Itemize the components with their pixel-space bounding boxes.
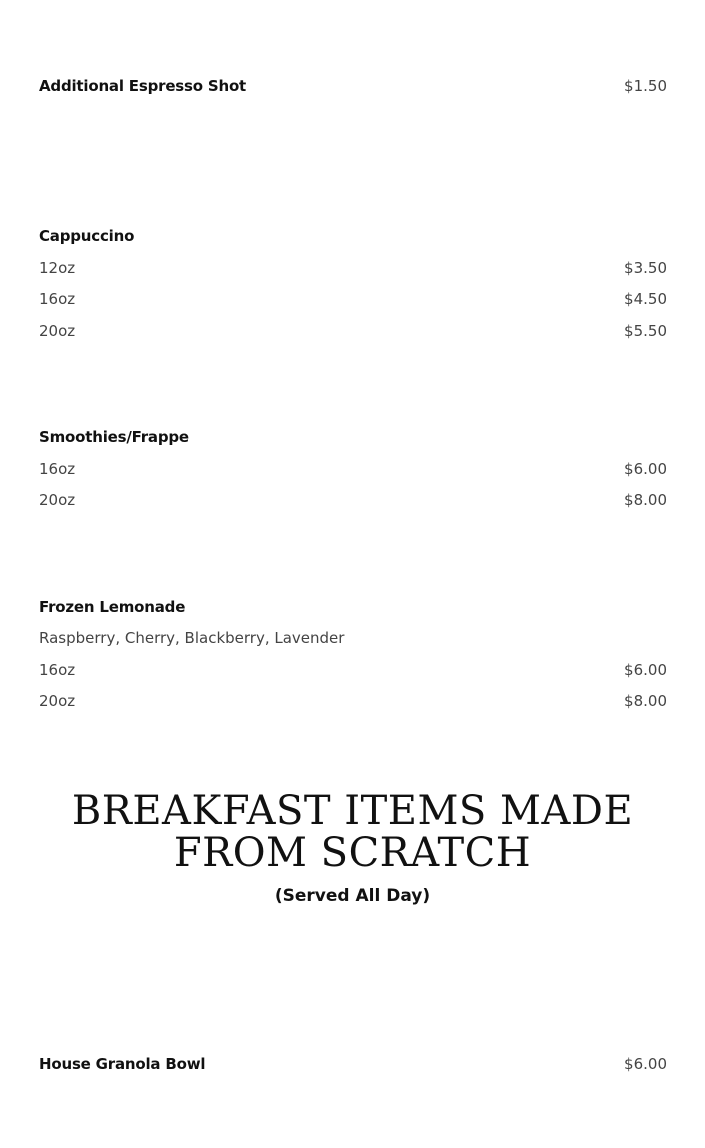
size-row bbox=[39, 459, 667, 479]
item-name: Additional Espresso Shot bbox=[39, 77, 247, 95]
item-description bbox=[39, 628, 667, 648]
menu-item-frozen-lemonade bbox=[39, 597, 667, 617]
size-label: 12oz bbox=[39, 259, 76, 277]
section-heading: BREAKFAST ITEMS MADE FROM SCRATCH bbox=[71, 788, 634, 876]
size-price: $3.50 bbox=[624, 259, 667, 277]
menu-item-smoothies bbox=[39, 427, 667, 447]
item-name: Cappuccino bbox=[39, 227, 135, 245]
size-price: $4.50 bbox=[624, 290, 667, 308]
size-price: $8.00 bbox=[624, 692, 667, 710]
item-name: Frozen Lemonade bbox=[39, 598, 186, 616]
menu-item-granola-bowl bbox=[39, 1054, 667, 1074]
size-row bbox=[39, 258, 667, 278]
size-price: $6.00 bbox=[624, 661, 667, 679]
item-name: Smoothies/Frappe bbox=[39, 428, 189, 446]
item-name: House Granola Bowl bbox=[39, 1055, 206, 1073]
item-price: $6.00 bbox=[624, 1055, 667, 1073]
size-row bbox=[39, 691, 667, 711]
menu-item-cappuccino bbox=[39, 226, 667, 246]
size-label: 16oz bbox=[39, 290, 76, 308]
size-label: 16oz bbox=[39, 661, 76, 679]
section-subheading: (Served All Day) bbox=[274, 886, 431, 906]
size-price: $5.50 bbox=[624, 322, 667, 340]
size-label: 16oz bbox=[39, 460, 76, 478]
size-row bbox=[39, 289, 667, 309]
size-price: $8.00 bbox=[624, 491, 667, 509]
menu-item-espresso-shot bbox=[39, 76, 667, 96]
size-row bbox=[39, 490, 667, 510]
size-label: 20oz bbox=[39, 322, 76, 340]
flavors-text: Raspberry, Cherry, Blackberry, Lavender bbox=[39, 629, 345, 647]
size-label: 20oz bbox=[39, 491, 76, 509]
item-price: $1.50 bbox=[624, 77, 667, 95]
size-row bbox=[39, 660, 667, 680]
size-label: 20oz bbox=[39, 692, 76, 710]
size-price: $6.00 bbox=[624, 460, 667, 478]
size-row bbox=[39, 321, 667, 341]
